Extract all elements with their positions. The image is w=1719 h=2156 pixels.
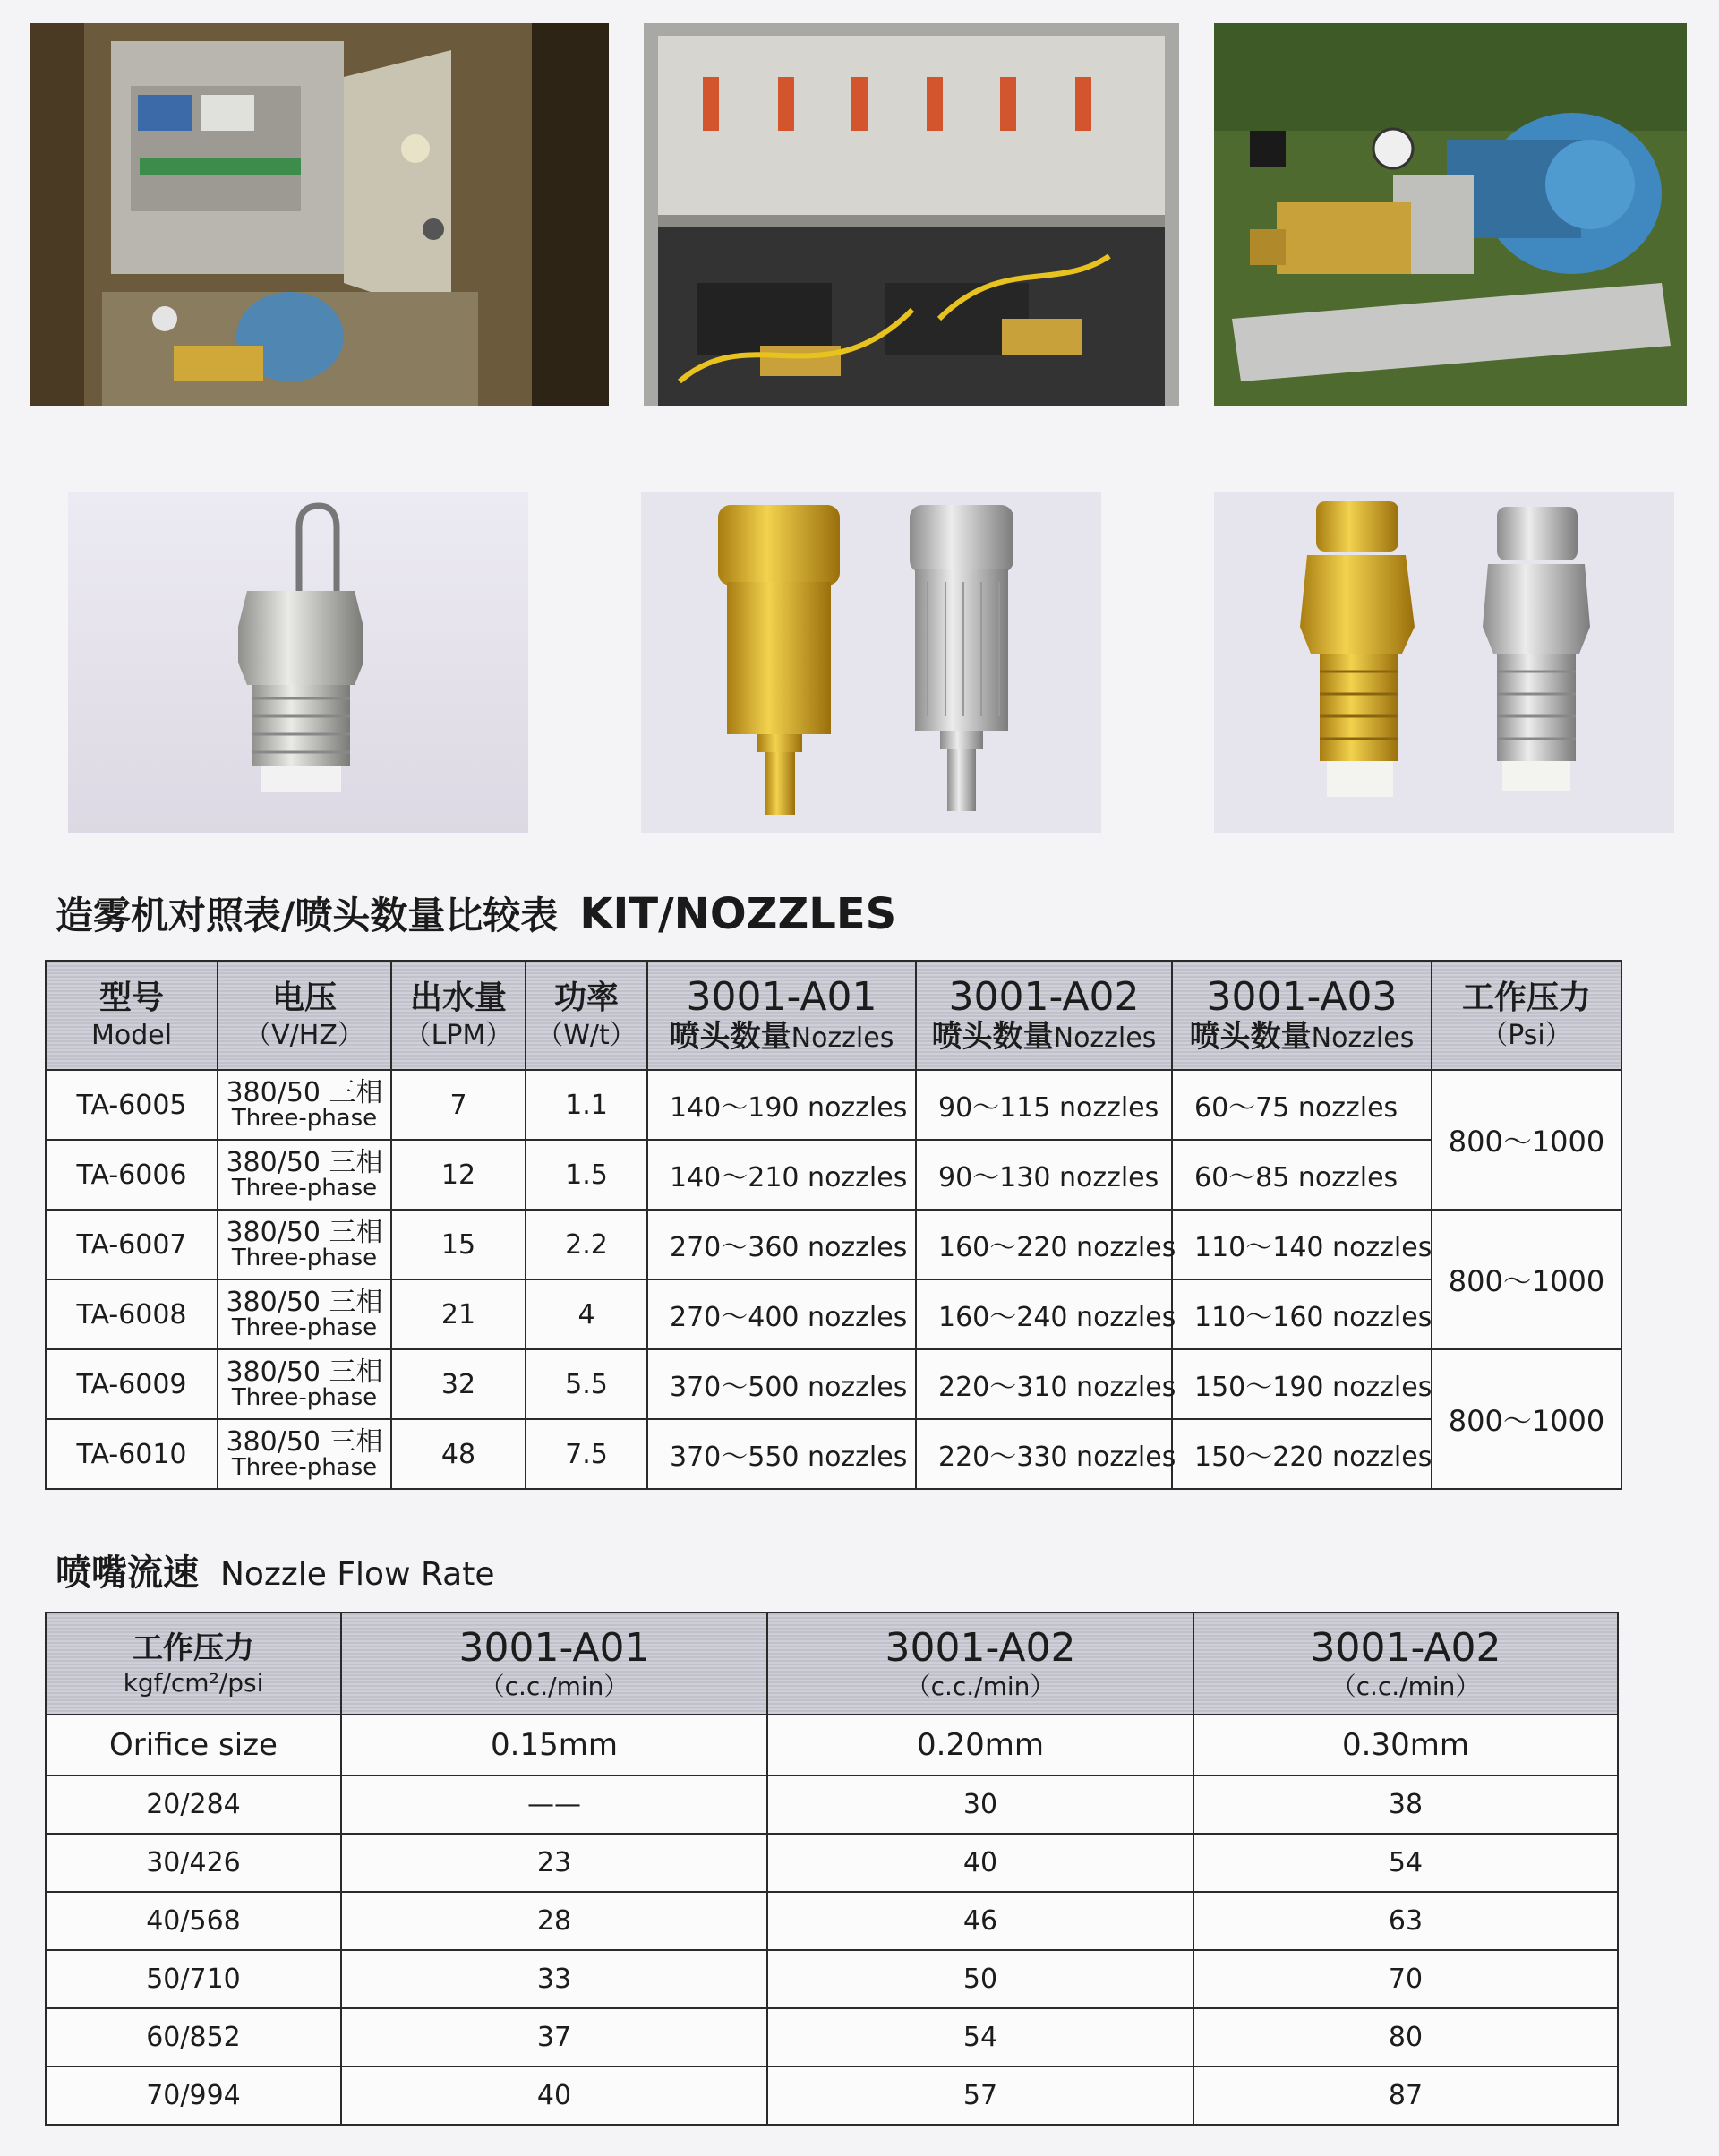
kit-header-row [46, 961, 1621, 1070]
voltage-cell: 380/50 三相 Three-phase [218, 1349, 391, 1419]
a01-cell: 370～550 nozzles [647, 1419, 916, 1489]
flow-cell: 50 [767, 1950, 1193, 2008]
nozzle-hook-photo [68, 492, 528, 833]
table-row [46, 1892, 1618, 1950]
pressure-cell: 20/284 [46, 1775, 341, 1834]
flow-title-en: Nozzle Flow Rate [220, 1556, 495, 1593]
nozzle-pair-photo-1 [641, 492, 1101, 833]
a01-cell: 270～360 nozzles [647, 1210, 916, 1279]
orifice-cell: 0.15mm [341, 1715, 767, 1775]
flow-cell: 12 [391, 1140, 526, 1210]
a03-cell: 110～160 nozzles [1172, 1279, 1432, 1349]
flow-header-row [46, 1613, 1618, 1715]
flow-cell: 32 [391, 1349, 526, 1419]
orifice-cell: 0.20mm [767, 1715, 1193, 1775]
table-row [46, 1950, 1618, 2008]
flow-cell: 70 [1193, 1950, 1618, 2008]
flow-cell: 54 [1193, 1834, 1618, 1892]
cabinet-photo-2 [644, 23, 1179, 406]
power-cell: 7.5 [526, 1419, 647, 1489]
pressure-cell: 40/568 [46, 1892, 341, 1950]
header-pressure: 工作压力 （Psi） [1432, 961, 1621, 1070]
flow-cell: 23 [341, 1834, 767, 1892]
a02-cell: 220～310 nozzles [916, 1349, 1172, 1419]
table-row [46, 1775, 1618, 1834]
power-cell: 1.5 [526, 1140, 647, 1210]
flow-cell: 7 [391, 1070, 526, 1140]
header-a03: 3001-A03 喷头数量Nozzles [1172, 961, 1432, 1070]
model-cell: TA-6008 [46, 1279, 218, 1349]
a03-cell: 150～220 nozzles [1172, 1419, 1432, 1489]
power-cell: 4 [526, 1279, 647, 1349]
flow-cell: 80 [1193, 2008, 1618, 2066]
power-cell: 1.1 [526, 1070, 647, 1140]
header-voltage: 电压 （V/HZ） [218, 961, 391, 1070]
table-row [46, 1834, 1618, 1892]
a02-cell: 90～130 nozzles [916, 1140, 1172, 1210]
model-cell: TA-6005 [46, 1070, 218, 1140]
table-row [46, 1349, 1621, 1419]
flow-cell: 30 [767, 1775, 1193, 1834]
flow-cell: 37 [341, 2008, 767, 2066]
kit-nozzles-table [45, 960, 1622, 1490]
header-model: 型号 Model [46, 961, 218, 1070]
voltage-cell: 380/50 三相 Three-phase [218, 1210, 391, 1279]
pressure-cell: 800～1000 [1432, 1349, 1621, 1489]
a01-cell: 140～210 nozzles [647, 1140, 916, 1210]
a01-cell: 370～500 nozzles [647, 1349, 916, 1419]
orifice-label: Orifice size [46, 1715, 341, 1775]
pressure-cell: 60/852 [46, 2008, 341, 2066]
a03-cell: 110～140 nozzles [1172, 1210, 1432, 1279]
orifice-cell: 0.30mm [1193, 1715, 1618, 1775]
flow-cell: 57 [767, 2066, 1193, 2125]
flow-cell: —— [341, 1775, 767, 1834]
table-row [46, 1140, 1621, 1210]
flow-title-zh: 喷嘴流速 [56, 1553, 199, 1594]
kit-section-title [56, 886, 896, 940]
voltage-cell: 380/50 三相 Three-phase [218, 1070, 391, 1140]
voltage-cell: 380/50 三相 Three-phase [218, 1279, 391, 1349]
table-row [46, 1279, 1621, 1349]
a02-cell: 160～220 nozzles [916, 1210, 1172, 1279]
voltage-cell: 380/50 三相 Three-phase [218, 1419, 391, 1489]
flow-cell: 40 [767, 1834, 1193, 1892]
flow-section-title [56, 1544, 495, 1596]
table-row [46, 1070, 1621, 1140]
a02-cell: 90～115 nozzles [916, 1070, 1172, 1140]
voltage-cell: 380/50 三相 Three-phase [218, 1140, 391, 1210]
power-cell: 5.5 [526, 1349, 647, 1419]
table-row [46, 2066, 1618, 2125]
flow-cell: 48 [391, 1419, 526, 1489]
flow-cell: 15 [391, 1210, 526, 1279]
header-a01: 3001-A01 喷头数量Nozzles [647, 961, 916, 1070]
header-flow: 出水量 （LPM） [391, 961, 526, 1070]
a03-cell: 60～85 nozzles [1172, 1140, 1432, 1210]
header-col3: 3001-A02 （c.c./min） [1193, 1613, 1618, 1715]
flow-cell: 38 [1193, 1775, 1618, 1834]
a03-cell: 60～75 nozzles [1172, 1070, 1432, 1140]
model-cell: TA-6006 [46, 1140, 218, 1210]
model-cell: TA-6010 [46, 1419, 218, 1489]
pressure-cell: 30/426 [46, 1834, 341, 1892]
a02-cell: 220～330 nozzles [916, 1419, 1172, 1489]
a01-cell: 140～190 nozzles [647, 1070, 916, 1140]
table-row [46, 1419, 1621, 1489]
flow-cell: 21 [391, 1279, 526, 1349]
flow-cell: 54 [767, 2008, 1193, 2066]
flow-cell: 28 [341, 1892, 767, 1950]
table-row [46, 1210, 1621, 1279]
header-power: 功率 （W/t） [526, 961, 647, 1070]
nozzle-pair-photo-2 [1214, 492, 1674, 833]
flow-cell: 87 [1193, 2066, 1618, 2125]
header-col1: 3001-A01 （c.c./min） [341, 1613, 767, 1715]
orifice-row [46, 1715, 1618, 1775]
header-a02: 3001-A02 喷头数量Nozzles [916, 961, 1172, 1070]
pump-motor-photo [1214, 23, 1687, 406]
pressure-cell: 800～1000 [1432, 1070, 1621, 1210]
pressure-cell: 70/994 [46, 2066, 341, 2125]
pressure-cell: 800～1000 [1432, 1210, 1621, 1349]
header-pressure: 工作压力 kgf/cm²/psi [46, 1613, 341, 1715]
cabinet-photo-1 [30, 23, 609, 406]
a03-cell: 150～190 nozzles [1172, 1349, 1432, 1419]
flow-cell: 40 [341, 2066, 767, 2125]
model-cell: TA-6009 [46, 1349, 218, 1419]
a02-cell: 160～240 nozzles [916, 1279, 1172, 1349]
table-row [46, 2008, 1618, 2066]
flow-cell: 63 [1193, 1892, 1618, 1950]
flow-cell: 46 [767, 1892, 1193, 1950]
model-cell: TA-6007 [46, 1210, 218, 1279]
flow-rate-table [45, 1612, 1619, 2126]
pressure-cell: 50/710 [46, 1950, 341, 2008]
header-col2: 3001-A02 （c.c./min） [767, 1613, 1193, 1715]
a01-cell: 270～400 nozzles [647, 1279, 916, 1349]
flow-cell: 33 [341, 1950, 767, 2008]
kit-title-zh: 造雾机对照表/喷头数量比较表 [56, 894, 559, 937]
power-cell: 2.2 [526, 1210, 647, 1279]
kit-title-en: KIT/NOZZLES [579, 889, 897, 939]
